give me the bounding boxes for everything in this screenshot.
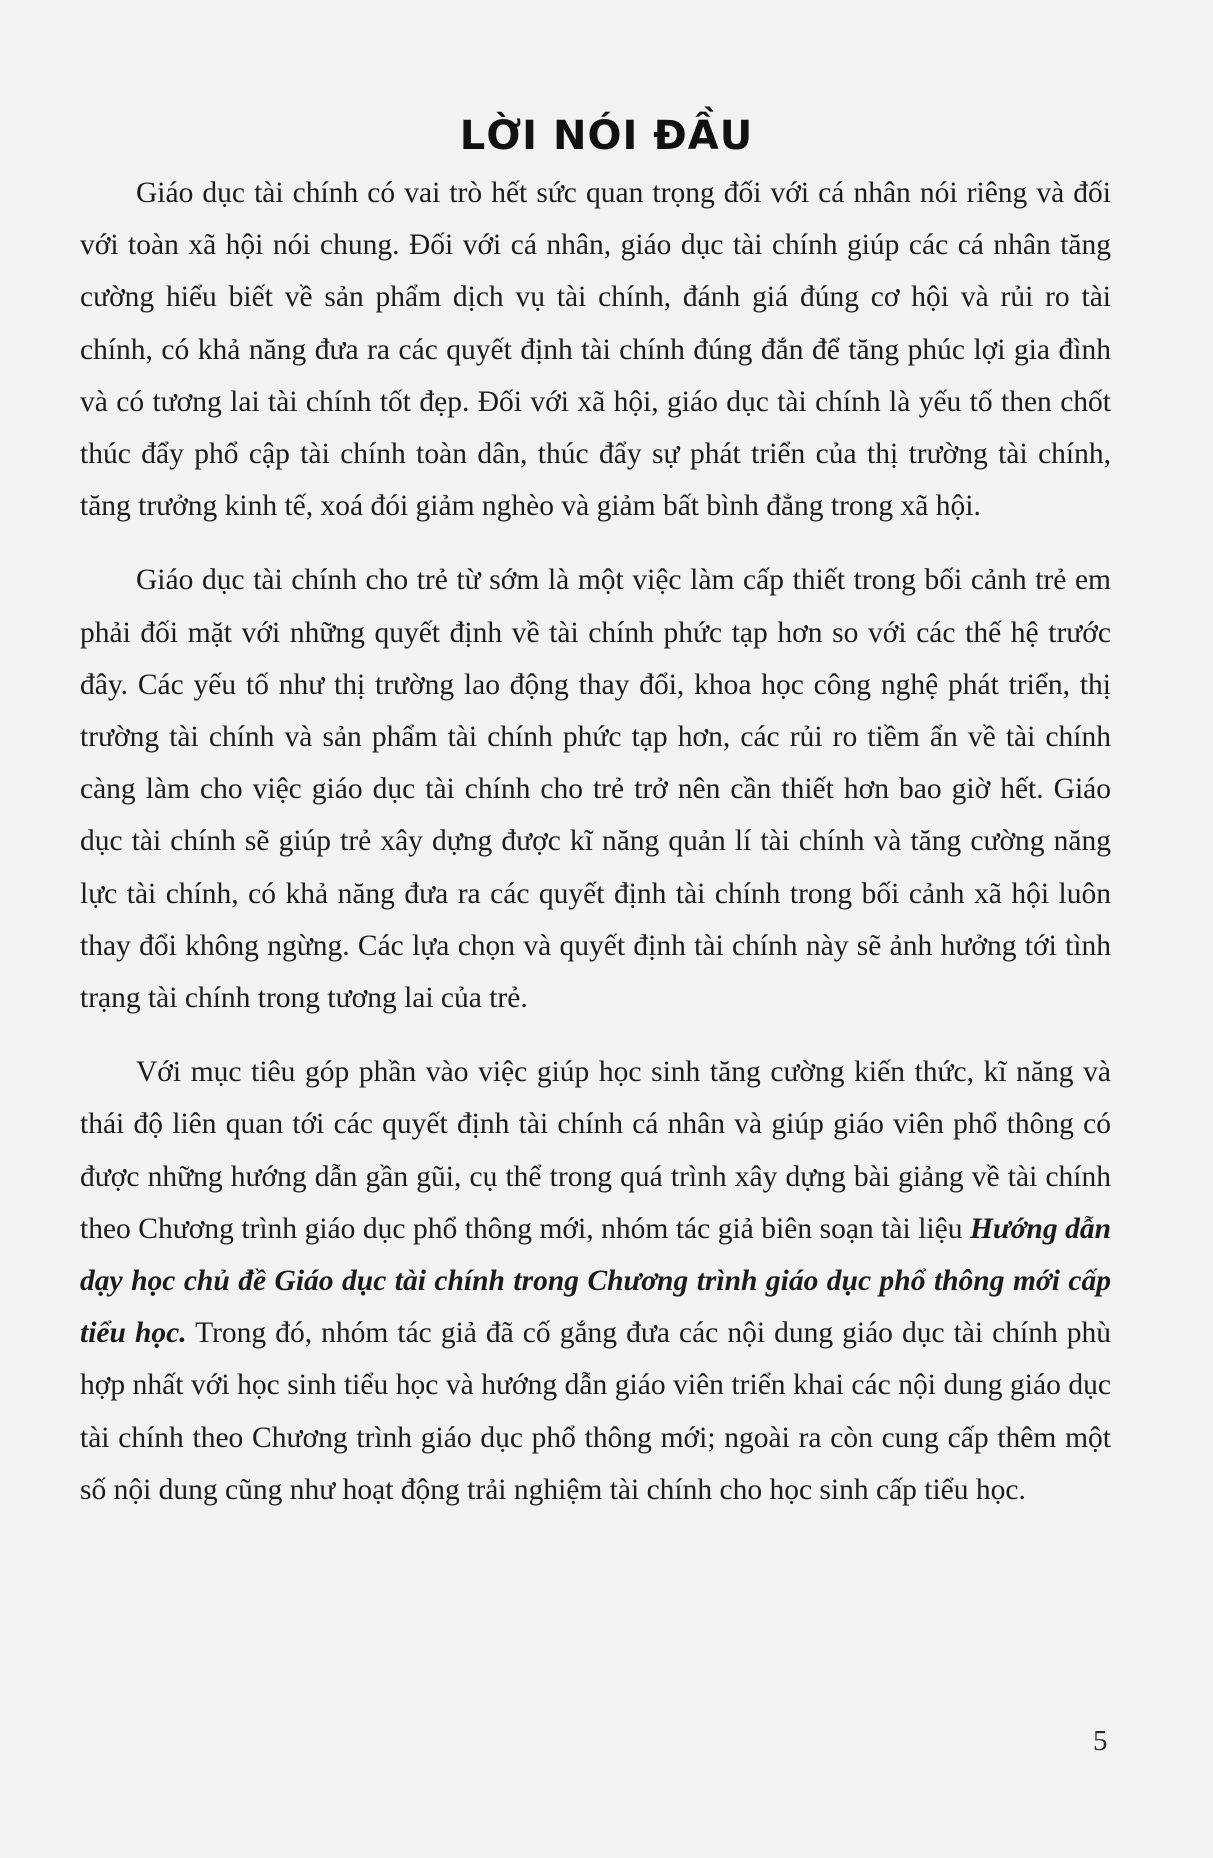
paragraph-1: Giáo dục tài chính có vai trò hết sức quan trọng đối với cá nhân nói riêng và đối với toàn xã hội nói chung. Đối với cá nhân, giáo dục tài chính giúp các cá nhân tăng cường hiểu biết về sản phẩm dịch vụ tài chính, đánh giá đúng cơ hội và rủi ro tài chính, có khả năng đưa ra các quyết định tài chính đúng đắn để tăng phúc lợi gia đình và có tương lai tài chính tốt đẹp. Đối với xã hội, giáo dục tài chính là yếu tố then chốt thúc đẩy phổ cập tài chính toàn dân, thúc đẩy sự phát triển của thị trường tài chính, tăng trưởng kinh tế, xoá đói giảm nghèo và giảm bất bình đẳng trong xã hội.	[80, 177, 1111, 523]
page-title: LỜI NÓI ĐẦU	[459, 113, 754, 159]
paragraph-3	[80, 1046, 1111, 1516]
body-text	[80, 167, 1111, 1538]
paragraph-2: Giáo dục tài chính cho trẻ từ sớm là một việc làm cấp thiết trong bối cảnh trẻ em phải đối mặt với những quyết định về tài chính phức tạp hơn so với các thế hệ trước đây. Các yếu tố như thị trường lao động thay đổi, khoa học công nghệ phát triển, thị trường tài chính và sản phẩm tài chính phức tạp hơn, các rủi ro tiềm ẩn về tài chính càng làm cho việc giáo dục tài chính cho trẻ trở nên cần thiết hơn bao giờ hết. Giáo dục tài chính sẽ giúp trẻ xây dựng được kĩ năng quản lí tài chính và tăng cường năng lực tài chính, có khả năng đưa ra các quyết định tài chính trong bối cảnh xã hội luôn thay đổi không ngừng. Các lựa chọn và quyết định tài chính này sẽ ảnh hưởng tới tình trạng tài chính trong tương lai của trẻ.	[80, 564, 1111, 1015]
paragraph-3-rest: Trong đó, nhóm tác giả đã cố gắng đưa các nội dung giáo dục tài chính phù hợp nhất với học sinh tiểu học và hướng dẫn giáo viên triển khai các nội dung giáo dục tài chính theo Chương trình giáo dục phổ thông mới; ngoài ra còn cung cấp thêm một số nội dung cũng như hoạt động trải nghiệm tài chính cho học sinh cấp tiểu học.	[80, 1317, 1111, 1506]
page-number: 5	[1093, 1725, 1108, 1757]
document-title-emphasis: Hướng dẫn dạy học chủ đề Giáo dục tài chính trong Chương trình giáo dục phổ thông mới cấp tiểu học.	[80, 1212, 1112, 1350]
paragraph-3-intro: Với mục tiêu góp phần vào việc giúp học sinh tăng cường kiến thức, kĩ năng và thái độ liên quan tới các quyết định tài chính cá nhân và giúp giáo viên phổ thông có được những hướng dẫn gần gũi, cụ thể trong quá trình xây dựng bài giảng về tài chính theo Chương trình giáo dục phổ thông mới, nhóm tác giả biên soạn tài liệu	[80, 1056, 1111, 1245]
